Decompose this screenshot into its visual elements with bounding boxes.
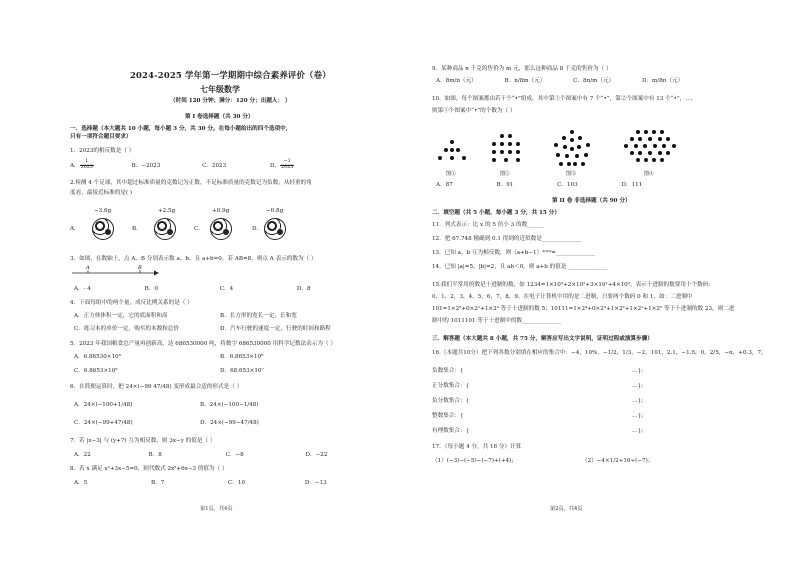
question-15-line-3: 101=1×2²+0×2¹+1×2⁰ 等于十进制的数 5；10111=1×2⁴+0×2³+1×2²+1×2¹+1×2⁰ 等于十进制的数 23，则二进	[432, 306, 735, 312]
question-8-options	[74, 480, 327, 487]
question-7-options	[74, 452, 327, 459]
question-8: 8．若 x 满足 x²+3x−5=0，则代数式 2x²+6x−3 的值为（ ）	[70, 466, 228, 472]
page-footer: 第1页，共4页	[200, 506, 233, 512]
q10-option-a: A．87	[436, 182, 453, 188]
q6-option-a: A．24×(−100+1/48)	[74, 402, 133, 408]
dot-patterns	[432, 128, 732, 178]
q2-value-c: +0.9g	[212, 208, 230, 214]
question-15: 15.我们平常用的数是十进制的数，如 1234=1×10³+2×10²+3×10¹+4×10⁰，表示十进制的数要用十个数码:	[432, 282, 711, 288]
q1-option-b: B．−2023	[131, 162, 161, 169]
caption-figure-4: 图④	[644, 171, 655, 177]
question-9-options	[436, 78, 683, 85]
q2-value-b: +2.5g	[158, 208, 176, 214]
q2-label-a: A．	[70, 226, 80, 232]
page-footer: 第2页，共4页	[550, 506, 583, 512]
set-end: …};	[632, 428, 644, 434]
section-1-heading: 一．选择题（本大题共 10 小题，每小题 3 分，共 30 分。在每小题给出的四个选项中，	[70, 126, 292, 132]
set-end: …};	[632, 398, 644, 404]
question-3-options	[74, 286, 311, 293]
page-2	[432, 0, 767, 561]
soccer-ball-icon	[210, 218, 232, 240]
q5-option-b: B．6.8653×10⁸	[220, 354, 264, 360]
section-2-heading: 二．填空题（共 5 小题，每小题 3 分，共 15 分）	[432, 210, 560, 216]
page-1	[70, 0, 380, 561]
question-4: 4．下面每组中的两个量，成反比例关系的是（ ）	[70, 300, 193, 306]
q7-option-a: A．22	[74, 452, 91, 458]
question-3: 3．如图，在数轴上，点 A、B 分别表示数 a、b，且 a+b=0，若 AB=8，则点 A 表示的数为（ ）	[70, 256, 317, 262]
question-5: 5．2023 年我国粮食总产量再创新高，达 686530000 吨，将数字 686530000 用科学记数法表示为（ ）	[70, 341, 336, 347]
caption-figure-3: 图③	[566, 171, 577, 177]
q4-option-d: D．汽车行驶的速度一定，行驶的时间和路程	[220, 326, 331, 332]
q1-option-d: D． $\frac{-1}{2023}$	[269, 159, 294, 170]
q7-option-c: C．−8	[225, 452, 244, 458]
question-6: 6．在简便运算时，把 24×(−99 47/48) 变形成最合适的形式是（ ）	[70, 384, 243, 390]
soccer-ball-icon	[92, 218, 114, 240]
pattern-2	[492, 134, 520, 162]
question-17-part-2: （2）−4×1/2÷16÷(−7)；	[582, 458, 654, 464]
q4-option-c: C．练习本的单价一定，购买的本数和总价	[74, 326, 179, 332]
q8-option-d: D．−13	[304, 480, 327, 486]
question-10: 10．如图，每个图案都由若干个“•”组成，其中第①个图案中有 7 个“•”，第②个图案中有 13 个“•”，…，	[432, 96, 697, 102]
question-1: 1．2023的相反数是（ ）	[70, 148, 135, 154]
question-13: 13．已知 a，b 互为相反数，则（a+b−1）²⁰²⁴=______________	[432, 250, 595, 256]
q6-option-c: C．24×(−99+47/48)	[74, 420, 133, 426]
q2-label-c: C．	[194, 226, 204, 232]
q7-option-b: B．8	[148, 452, 162, 458]
set-end: …};	[632, 383, 644, 389]
caption-figure-2: 图②	[500, 171, 511, 177]
q10-option-c: C．103	[557, 182, 578, 188]
section-3-heading: 三．解答题（本大题共 8 小题，共 75 分，解答应写出文字说明，证明过程或演算步骤）	[432, 336, 653, 342]
caption-figure-1: 图①	[446, 171, 457, 177]
pattern-4	[624, 130, 676, 162]
q7-option-d: D．−22	[305, 452, 328, 458]
question-14: 14．已知 |a|=5，|b|=2，且 ab＜0，则 a+b 的值是 ______________	[432, 264, 608, 270]
question-11: 11．列式表示：比 x 的 5 倍小 3 的数______	[432, 222, 544, 228]
question-1-options	[70, 160, 294, 171]
q10-option-d: D．111	[621, 182, 643, 188]
q8-option-b: B．7	[150, 480, 165, 486]
question-17-part-1: （1）(−3)−(−5)−(−7)+(+4)；	[432, 458, 517, 464]
q2-label-d: D．	[252, 226, 263, 232]
q10-option-b: B．91	[496, 182, 514, 188]
exam-title: 2024-2025 学年第一学期期中综合素养评价（卷）	[130, 70, 331, 80]
q5-option-a: A．6.86530×10⁸	[74, 354, 121, 360]
q3-option-a: A．- 4	[74, 286, 91, 292]
rational-set-label: 有理数集合：{	[432, 428, 470, 434]
q2-value-a: −3.6g	[94, 208, 112, 214]
q9-option-c: C．8n/m（元）	[573, 78, 615, 84]
q1-option-c: C．2023	[202, 162, 227, 169]
q2-label-b: B．	[132, 226, 142, 232]
q2-value-d: −0.8g	[266, 208, 284, 214]
question-2: 2.检测 4 个足球，其中超过标准质量的克数记为正数，不足标准质量的克数记为负数，从轻重的角	[70, 180, 312, 186]
positive-fraction-set-label: 正分数集合：{	[432, 383, 470, 389]
q8-option-c: C．10	[228, 480, 246, 486]
negative-set-label: 负数集合：{	[432, 368, 464, 374]
question-9: 9．某种商品 n 千克的售价为 m 元，那么这种商品 8 千克的售价为（ ）	[432, 66, 612, 72]
point-b-label: B	[138, 265, 142, 271]
question-10-options	[436, 182, 642, 189]
number-line	[70, 264, 160, 280]
question-16: 16.（本题共10分）把下列各数分别填在相应的集合中：−4，10%，−1/2，1/3，−2，101，2.1，−1.5，0，2/5，−π，+0.3，7。	[432, 350, 767, 356]
q5-option-d: D．68.653×10⁷	[220, 368, 264, 374]
q5-option-c: C．6.8653×10⁹	[74, 368, 118, 374]
q9-option-a: A．8m/n（元）	[436, 78, 477, 84]
exam-meta: （时间 120 分钟；满分：120 分；出题人： ）	[170, 98, 291, 104]
set-end: …};	[632, 413, 644, 419]
q6-option-b: B．24×(−100−1/48)	[200, 402, 259, 408]
pattern-3	[554, 130, 590, 166]
q9-option-b: B．n/8m（元）	[504, 78, 546, 84]
question-17: 17．（每小题 4 分，共 16 分）计算	[432, 444, 522, 450]
question-12: 12．把 67.748 精确到 0.1 得到的近似数是______________	[432, 236, 581, 242]
q8-option-a: A．5	[74, 480, 88, 486]
q3-option-c: C．4	[219, 286, 234, 292]
part-2-heading: 第 II 卷 非选择题（共 90 分）	[552, 198, 631, 204]
question-10-cont: 则第⑤个图案中“•”的个数为（ ）	[432, 108, 516, 114]
set-end: …};	[632, 368, 644, 374]
question-2-cont: 度看，最接近标准的是( )	[70, 190, 133, 196]
soccer-ball-icon	[264, 218, 286, 240]
question-15-line-4: 制中的 1011101 等于十进制中的数______________	[432, 318, 562, 324]
q3-option-b: B．0	[144, 286, 158, 292]
point-a-label: A	[86, 265, 90, 271]
q9-option-d: D．m/8n（元）	[641, 78, 684, 84]
question-7: 7．若 |x−3| 与 (y+7) 互为相反数，则 3x−y 的值是（ ）	[70, 438, 216, 444]
soccer-ball-icon	[154, 218, 176, 240]
q3-option-d: D．8	[296, 286, 311, 292]
section-1-heading-cont: 只有一项符合题目要求）	[70, 134, 132, 140]
q4-option-b: B．长方形的宽长一定，长和宽	[220, 313, 297, 319]
part-1-heading: 第 I 卷选择题（共 30 分）	[185, 114, 254, 120]
q1-option-a: A． $\frac{1}{2023}$	[70, 159, 93, 170]
q4-option-a: A．正方体体积一定，它的底面积和高	[74, 313, 168, 319]
q6-option-d: D．24×(−99−47/48)	[200, 420, 259, 426]
pattern-1	[438, 140, 466, 160]
question-15-line-2: 0，1，2，3，4，5，6，7，8，9。在电子计算机中用的是二进制，只要两个数码 0 和 1，如：二进制中	[432, 294, 693, 300]
subject-title: 七年级数学	[200, 84, 240, 94]
negative-fraction-set-label: 负分数集合：{	[432, 398, 470, 404]
integer-set-label: 整数集合：{	[432, 413, 464, 419]
